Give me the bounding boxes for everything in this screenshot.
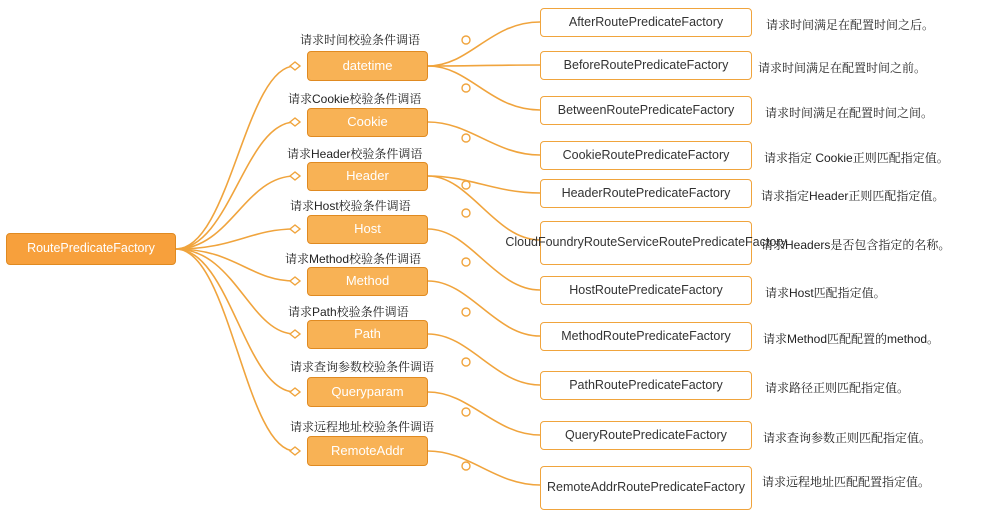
node-method-route-predicate-factory[interactable] xyxy=(540,322,752,351)
node-path[interactable] xyxy=(307,320,428,349)
caption-header: 请求Header校验条件调语 xyxy=(287,147,423,161)
desc-between: 请求时间满足在配置时间之间。 xyxy=(765,106,934,120)
desc-after: 请求时间满足在配置时间之后。 xyxy=(766,18,935,32)
desc-query: 请求查询参数正则匹配指定值。 xyxy=(763,431,932,445)
leaf-label: MethodRoutePredicateFactory xyxy=(561,328,731,343)
caption-method: 请求Method校验条件调语 xyxy=(285,252,422,266)
node-cookie[interactable] xyxy=(307,108,428,137)
caption-datetime: 请求时间校验条件调语 xyxy=(300,33,421,47)
node-remoteaddr-label: RemoteAddr xyxy=(331,442,404,458)
desc-remoteaddr: 请求远程地址匹配配置指定值。 xyxy=(762,475,931,489)
node-header[interactable] xyxy=(307,162,428,191)
node-before-route-predicate-factory[interactable] xyxy=(540,51,752,80)
node-datetime-label: datetime xyxy=(342,57,393,73)
desc-before: 请求时间满足在配置时间之前。 xyxy=(758,61,927,75)
caption-cookie: 请求Cookie校验条件调语 xyxy=(288,92,422,106)
node-method-label: Method xyxy=(345,273,390,289)
leaf-label: QueryRoutePredicateFactory xyxy=(565,427,727,442)
node-remoteaddr-route-predicate-factory[interactable] xyxy=(540,466,752,510)
node-header-route-predicate-factory[interactable] xyxy=(540,179,752,208)
node-host[interactable] xyxy=(307,215,428,244)
node-method[interactable] xyxy=(307,267,428,296)
caption-host: 请求Host校验条件调语 xyxy=(290,199,411,213)
node-queryparam[interactable] xyxy=(307,377,428,407)
leaf-label: BetweenRoutePredicateFactory xyxy=(557,102,735,117)
leaf-label: HeaderRoutePredicateFactory xyxy=(561,185,731,200)
caption-queryparam: 请求查询参数校验条件调语 xyxy=(290,360,435,374)
desc-host: 请求Host匹配指定值。 xyxy=(765,286,886,300)
node-after-route-predicate-factory[interactable] xyxy=(540,8,752,37)
desc-cloudfoundry: 请求Headers是否包含指定的名称。 xyxy=(761,238,951,252)
leaf-label: CloudFoundryRouteServiceRoutePredicateFactory xyxy=(505,235,787,250)
node-path-label: Path xyxy=(354,326,381,342)
node-cloudfoundry-route-service-route-predicate-factory[interactable] xyxy=(505,221,787,265)
node-query-route-predicate-factory[interactable] xyxy=(540,421,752,450)
node-between-route-predicate-factory[interactable] xyxy=(540,96,752,125)
node-queryparam-label: Queryparam xyxy=(331,383,404,399)
desc-path: 请求路径正则匹配指定值。 xyxy=(765,381,910,395)
node-host-route-predicate-factory[interactable] xyxy=(540,276,752,305)
node-remoteaddr[interactable] xyxy=(307,436,428,466)
node-path-route-predicate-factory[interactable] xyxy=(540,371,752,400)
node-cookie-label: Cookie xyxy=(347,114,388,130)
desc-header: 请求指定Header正则匹配指定值。 xyxy=(761,189,945,203)
node-root[interactable] xyxy=(6,233,176,265)
caption-path: 请求Path校验条件调语 xyxy=(288,305,409,319)
leaf-label: PathRoutePredicateFactory xyxy=(569,377,723,392)
leaf-label: AfterRoutePredicateFactory xyxy=(568,14,724,29)
leaf-label: CookieRoutePredicateFactory xyxy=(562,147,730,162)
leaf-label: BeforeRoutePredicateFactory xyxy=(563,57,729,72)
leaf-label: HostRoutePredicateFactory xyxy=(569,282,723,297)
node-cookie-route-predicate-factory[interactable] xyxy=(540,141,752,170)
node-root-label: RoutePredicateFactory xyxy=(27,241,155,256)
caption-remoteaddr: 请求远程地址校验条件调语 xyxy=(290,420,435,434)
node-datetime[interactable] xyxy=(307,51,428,81)
desc-cookie: 请求指定 Cookie正则匹配指定值。 xyxy=(764,151,949,165)
desc-method: 请求Method匹配配置的method。 xyxy=(763,332,940,346)
leaf-label: RemoteAddrRoutePredicateFactory xyxy=(547,480,746,495)
node-header-label: Header xyxy=(346,168,389,184)
node-host-label: Host xyxy=(354,221,381,237)
